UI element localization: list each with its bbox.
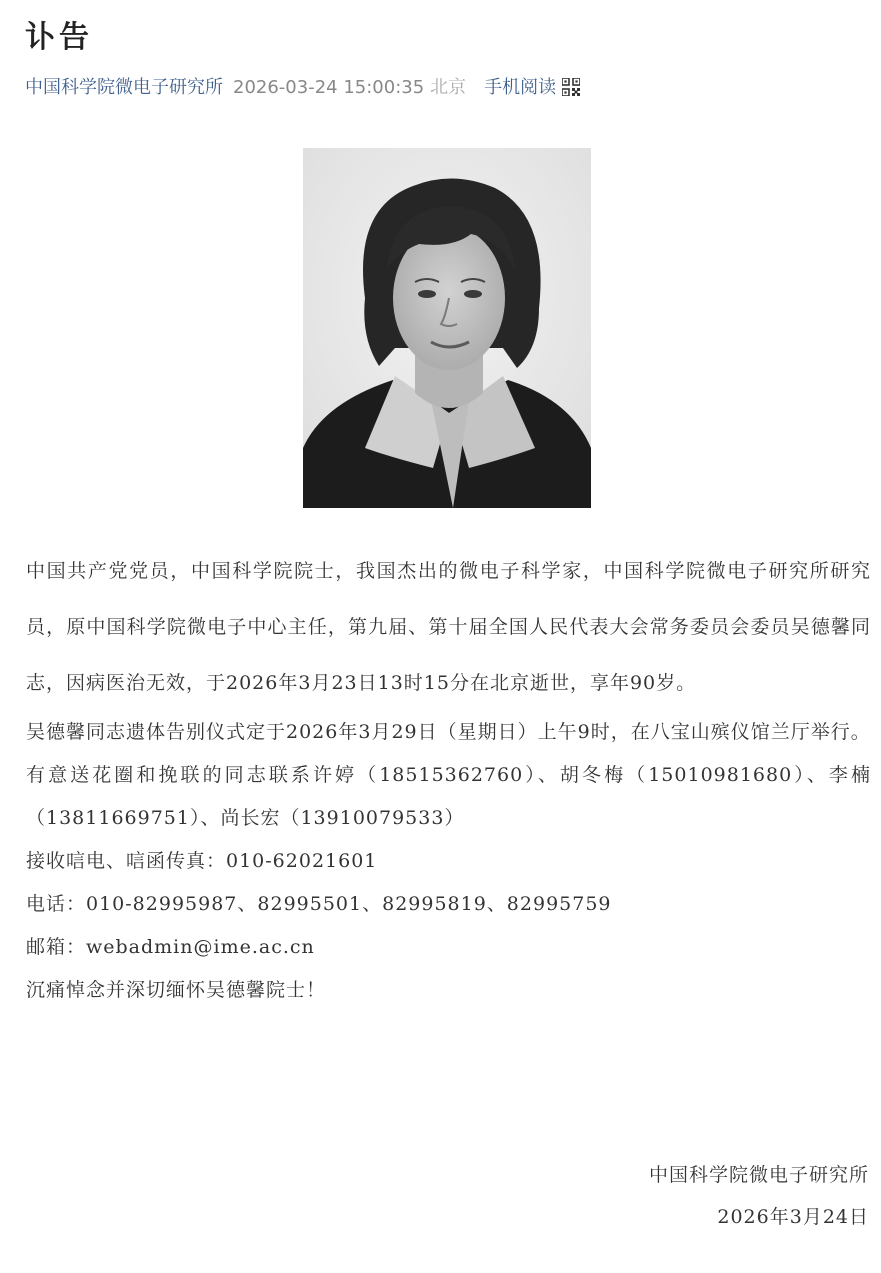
article-title: 讣告 — [25, 20, 93, 55]
signature-date: 2026年3月24日 — [717, 1206, 869, 1228]
source-link[interactable]: 中国科学院微电子研究所 — [25, 77, 223, 98]
signature-org: 中国科学院微电子研究所 — [648, 1164, 869, 1186]
publish-time: 2026-03-24 15:00:35 — [233, 77, 425, 98]
paragraph-fax: 接收唁电、唁函传真：010-62021601 — [26, 850, 378, 872]
paragraph-contacts: 有意送花圈和挽联的同志联系许婷（18515362760）、胡冬梅（15010981680）、李楠（13811669751）、尚长宏（13910079533） — [26, 764, 871, 829]
paragraph-bio: 中国共产党党员，中国科学院院士，我国杰出的微电子科学家，中国科学院微电子研究所研究员，原中国科学院微电子中心主任，第九届、第十届全国人民代表大会常务委员会委员吴德馨同志，因病医治无效，于2026年3月23日13时15分在北京逝世，享年90岁。 — [26, 560, 871, 694]
article-body — [26, 543, 871, 1012]
paragraph-email: 邮箱：webadmin@ime.ac.cn — [26, 936, 315, 958]
paragraph-mourning: 沉痛悼念并深切缅怀吴德馨院士！ — [26, 979, 327, 1001]
portrait-illustration — [303, 148, 591, 508]
paragraph-ceremony: 吴德馨同志遗体告别仪式定于2026年3月29日（星期日）上午9时，在八宝山殡仪馆兰厅举行。 — [26, 721, 871, 743]
mobile-read-link[interactable]: 手机阅读 — [484, 77, 557, 98]
article-meta — [25, 76, 580, 100]
portrait-photo — [303, 148, 591, 508]
paragraph-phone: 电话：010-82995987、82995501、82995819、82995759 — [26, 893, 612, 915]
qr-code-icon[interactable] — [562, 78, 580, 96]
publish-location: 北京 — [430, 77, 467, 98]
